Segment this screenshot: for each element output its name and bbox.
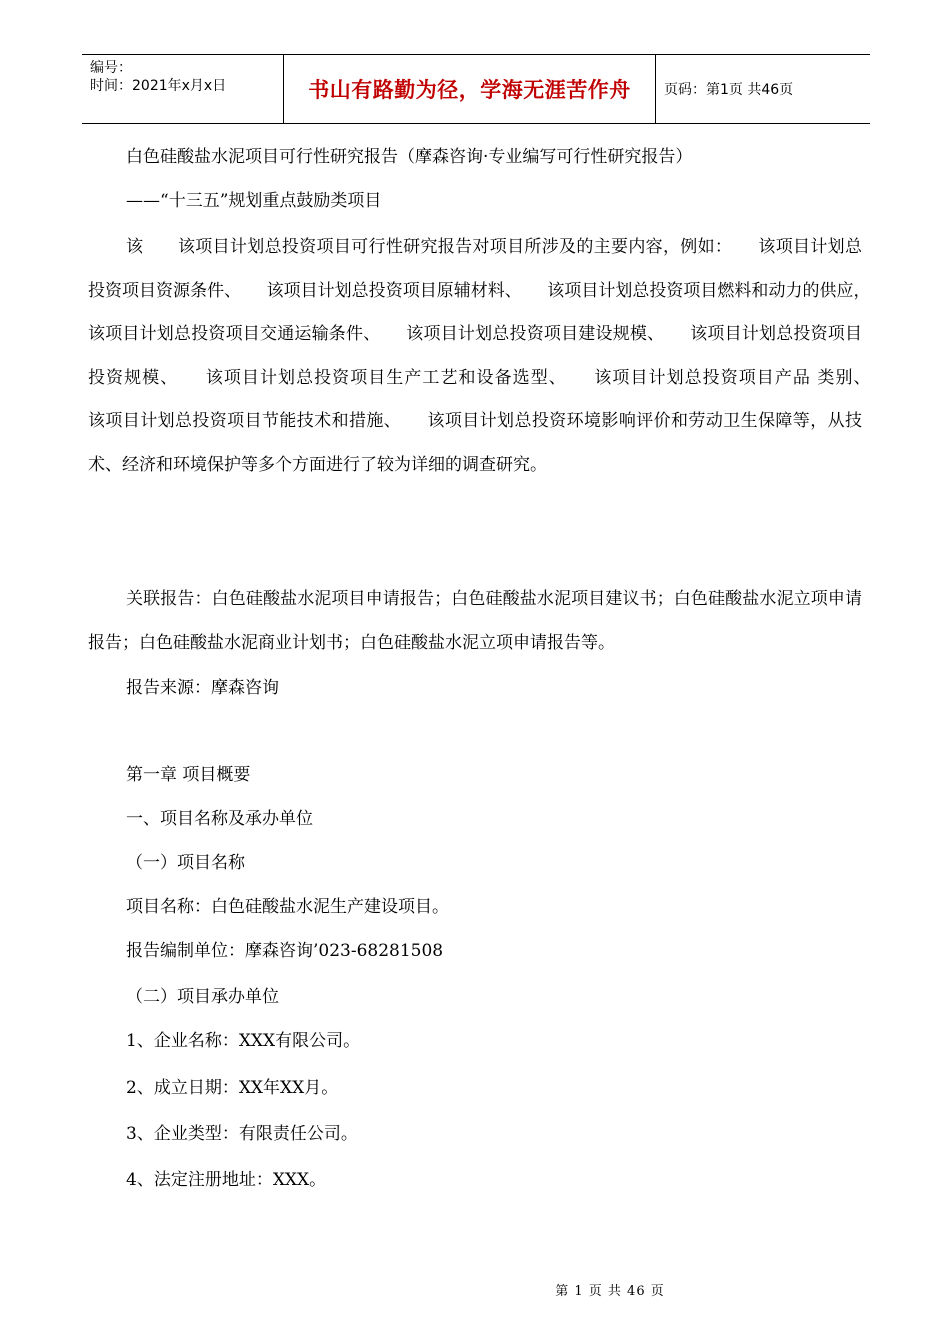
list-item: 1、企业名称：XXX有限公司。	[126, 1031, 361, 1051]
list-item: 4、法定注册地址：XXX。	[126, 1170, 327, 1190]
time-label: 时间：2021年x月x日	[90, 78, 227, 94]
subsection-heading-project-name: （一）项目名称	[126, 853, 245, 873]
project-name-line: 项目名称：白色硅酸盐水泥生产建设项目。	[126, 897, 449, 917]
motto: 书山有路勤为径，学海无涯苦作舟	[308, 78, 631, 102]
report-subtitle: ——“十三五”规划重点鼓励类项目	[126, 191, 382, 211]
report-source: 报告来源：摩森咨询	[126, 678, 279, 698]
list-item: 2、成立日期：XX年XX月。	[126, 1078, 339, 1098]
related-reports-paragraph: 关联报告：白色硅酸盐水泥项目申请报告；白色硅酸盐水泥项目建议书；白色硅酸盐水泥立项申请报告；白色硅酸盐水泥商业计划书；白色硅酸盐水泥立项申请报告等。	[88, 589, 862, 653]
number-label: 编号：	[90, 60, 132, 76]
report-title: 白色硅酸盐水泥项目可行性研究报告（摩森咨询·专业编写可行性研究报告）	[126, 147, 693, 167]
page-info: 页码：第1页 共46页	[664, 82, 794, 98]
subsection-heading-sponsor: （二）项目承办单位	[126, 987, 279, 1007]
intro-paragraph: 该 该项目计划总投资项目可行性研究报告对项目所涉及的主要内容，例如： 该项目计划总投资项目资源条件、 该项目计划总投资项目原辅材料、 该项目计划总投资项目燃料和动力的供应， 该项目计划总投资项目交通运输条件、 该项目计划总投资项目建设规模、 该项目计划总投资项目投资规模、 该项目计划总投资项目生产工艺和设备选型、 该项目计划总投资项目产品 类别、 该项目计划总投资项目节能技术和措施、 该项目计划总投资环境影响评价和劳动卫生保障等，从技术、经济和环境保护等多个方面进行了较为详细的调查研究。	[88, 237, 896, 475]
page-footer: 第 1 页 共 46 页	[555, 1284, 665, 1299]
chapter-title: 第一章 项目概要	[126, 765, 251, 785]
header-motto-cell	[284, 55, 656, 123]
header-meta-cell	[82, 55, 284, 123]
header-page-cell	[656, 55, 870, 123]
compiler-line: 报告编制单位：摩森咨询’023-68281508	[126, 941, 444, 961]
list-item: 3、企业类型：有限责任公司。	[126, 1124, 358, 1144]
section-heading: 一、项目名称及承办单位	[126, 809, 313, 829]
header-table	[82, 54, 870, 124]
